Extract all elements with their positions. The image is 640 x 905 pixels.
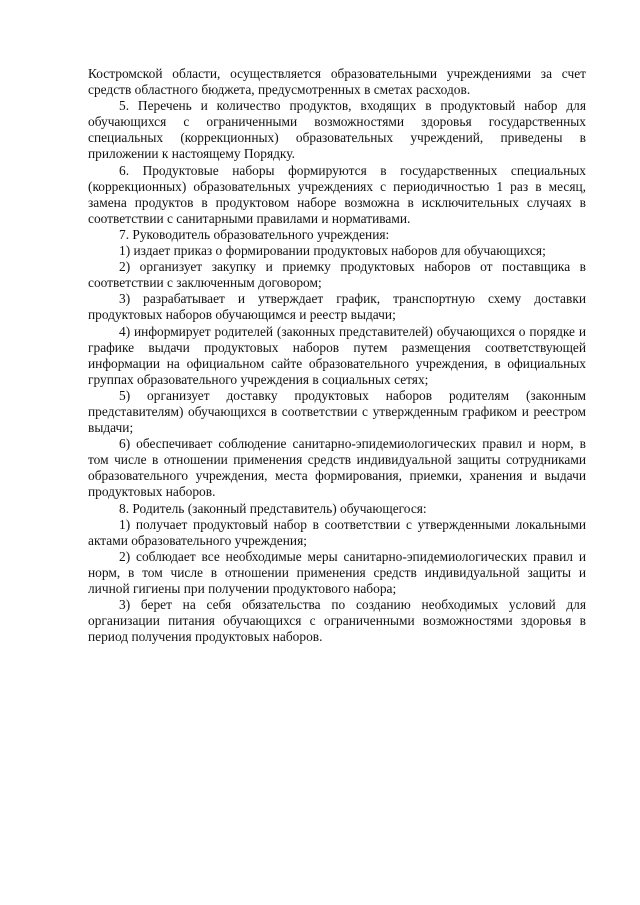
paragraph-item-8-heading: 8. Родитель (законный представитель) обучающегося:	[119, 500, 427, 516]
paragraph-item-6: 6. Продуктовые наборы формируются в государственных специальных (коррекционных) образовательных учреждениях с периодичностью 1 раз в месяц, замена продуктов в продуктовом наборе возможна в исключительных случаях в соответствии с санитарными правилами и нормативами.	[88, 162, 586, 226]
paragraph-item-7-heading: 7. Руководитель образовательного учреждения:	[119, 226, 390, 242]
subitem-7-2: 2) организует закупку и приемку продуктовых наборов от поставщика в соответствии с заключенным договором;	[88, 259, 586, 291]
subitem-8-1: 1) получает продуктовый набор в соответствии с утвержденными локальными актами образовательного учреждения;	[88, 516, 586, 548]
subitem-7-6: 6) обеспечивает соблюдение санитарно-эпидемиологических правил и норм, в том числе в отношении применения средств индивидуальной защиты сотрудниками образовательного учреждения, места формирования, приемки, хранения и выдачи продуктовых наборов.	[88, 436, 586, 500]
subitem-7-4: 4) информирует родителей (законных представителей) обучающихся о порядке и графике выдачи продуктовых наборов путем размещения соответствующей информации на официальном сайте образовательного учреждения, в официальных группах образовательного учреждения в социальных сетях;	[88, 323, 586, 387]
subitem-7-5: 5) организует доставку продуктовых наборов родителям (законным представителям) обучающихся в соответствии с утвержденным графиком и реестром выдачи;	[88, 387, 586, 436]
subitem-8-2: 2) соблюдает все необходимые меры санитарно-эпидемиологических правил и норм, в том числе в отношении применения средств индивидуальной защиты и личной гигиены при получении продуктового набора;	[88, 548, 586, 596]
subitem-8-3: 3) берет на себя обязательства по созданию необходимых условий для организации питания обучающихся с ограниченными возможностями здоровья в период получения продуктовых наборов.	[88, 597, 586, 645]
paragraph-continuation: Костромской области, осуществляется образовательными учреждениями за счет средств областного бюджета, предусмотренных в сметах расходов.	[88, 66, 586, 98]
subitem-7-1: 1) издает приказ о формировании продуктовых наборов для обучающихся;	[119, 243, 546, 259]
document-page	[88, 66, 586, 645]
subitem-7-3: 3) разрабатывает и утверждает график, транспортную схему доставки продуктовых наборов обучающимся и реестр выдачи;	[88, 291, 586, 323]
paragraph-item-5: 5. Перечень и количество продуктов, входящих в продуктовый набор для обучающихся с ограниченными возможностями здоровья государственных специальных (коррекционных) образовательных учреждений, приведены в приложении к настоящему Порядку.	[88, 98, 586, 162]
